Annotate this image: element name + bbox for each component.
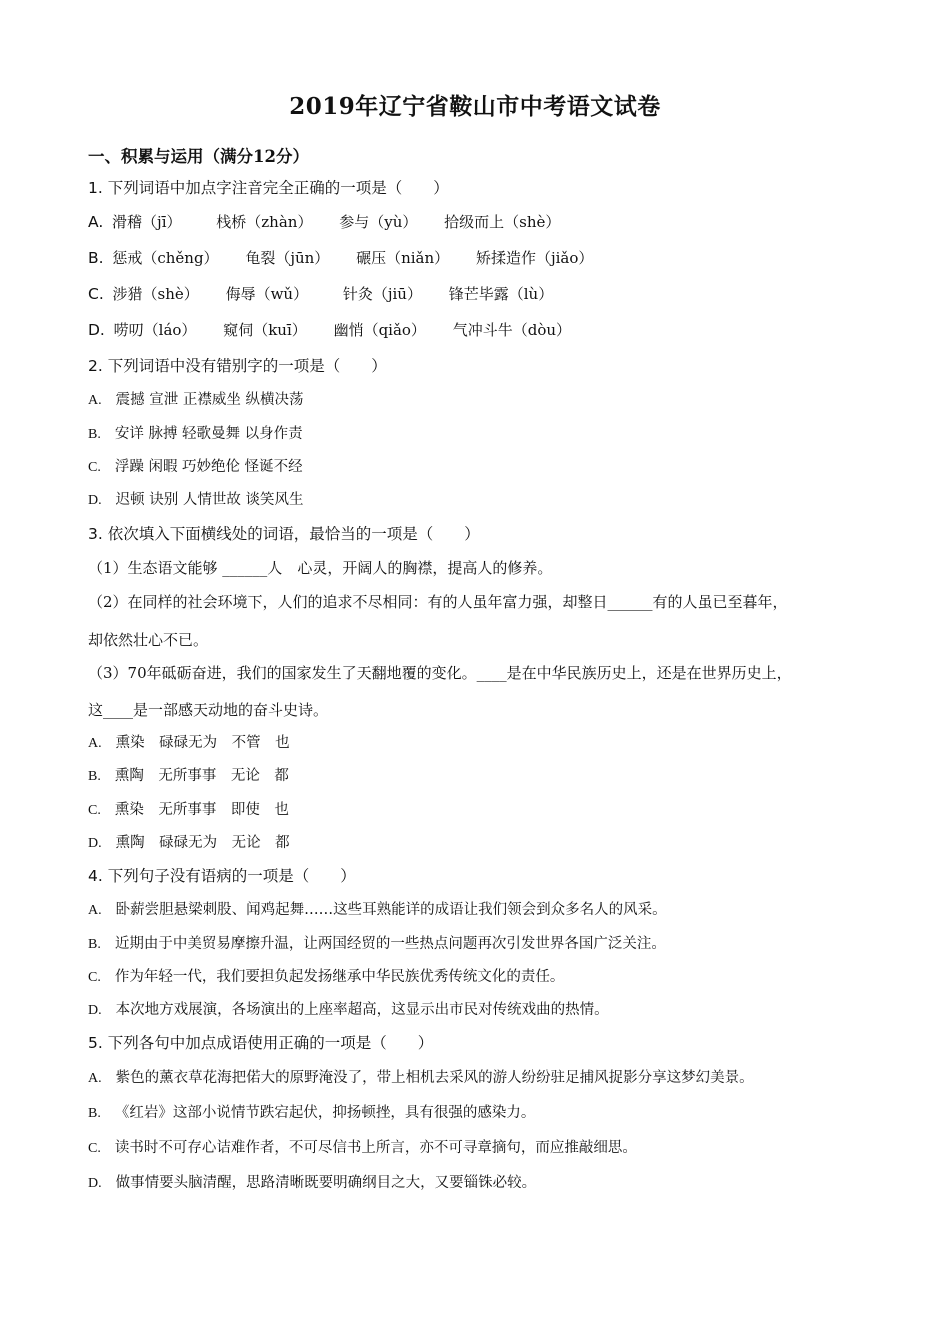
- option-letter: B.: [88, 427, 101, 442]
- option-letter: A.: [88, 903, 102, 918]
- option-text: 熏染 无所事事 即使 也: [114, 802, 289, 818]
- option-text: 熏陶 无所事事 无论 都: [114, 768, 289, 784]
- option-2d: [88, 490, 303, 511]
- page-title: 2019年辽宁省鞍山市中考语文试卷: [289, 93, 661, 120]
- sentence-2-line-1: （2）在同样的社会环境下，人们的追求不尽相同：有的人虽年富力强，却整日______有的人虽已至暮年，: [88, 593, 788, 611]
- option-letter: C.: [88, 970, 101, 985]
- option-3d: [88, 833, 290, 854]
- option-item: 唠叨（láo）: [113, 321, 197, 339]
- option-2a: [88, 390, 303, 411]
- question-number: 5.: [88, 1034, 103, 1052]
- option-5c: [88, 1138, 637, 1159]
- option-text: 作为年轻一代，我们要担负起发扬继承中华民族优秀传统文化的责任。: [114, 969, 565, 985]
- option-item: 锋芒毕露（lù）: [448, 285, 554, 303]
- option-3b: [88, 766, 289, 787]
- option-3a: [88, 733, 290, 754]
- question-2: [88, 356, 387, 376]
- sentence-3-line-2: 这____是一部感天动地的奋斗史诗。: [88, 701, 329, 719]
- option-5b: [88, 1103, 535, 1124]
- option-text: 读书时不可存心诘难作者，不可尽信书上所言，亦不可寻章摘句，而应推敲细思。: [114, 1140, 637, 1156]
- option-4a: [88, 900, 667, 921]
- question-number: 3.: [88, 525, 103, 543]
- option-1b: [88, 248, 593, 268]
- option-letter: D.: [88, 1003, 102, 1018]
- option-item: 惩戒（chěng）: [112, 249, 219, 267]
- option-letter: A.: [88, 393, 102, 408]
- option-item: 侮辱（wǔ）: [225, 285, 309, 303]
- option-1d: [88, 320, 571, 340]
- question-number: 2.: [88, 357, 103, 375]
- option-letter: B.: [88, 937, 101, 952]
- option-5a: [88, 1068, 754, 1089]
- option-item: 窥伺（kuī）: [223, 321, 307, 339]
- option-letter: C.: [88, 1141, 101, 1156]
- question-stem: 下列词语中没有错别字的一项是（ ）: [107, 357, 387, 375]
- option-item: 参与（yù）: [339, 213, 418, 231]
- option-letter: D.: [88, 1176, 102, 1191]
- option-text: 做事情要头脑清醒，思路清晰既要明确纲目之大，又要锱铢必较。: [115, 1175, 537, 1191]
- option-letter: D.: [88, 321, 105, 339]
- option-letter: A.: [88, 736, 102, 751]
- option-text: 震撼 宣泄 正襟威坐 纵横决荡: [115, 392, 304, 408]
- question-5: [88, 1033, 433, 1053]
- question-1: [88, 178, 449, 198]
- question-number: 4.: [88, 867, 103, 885]
- option-letter: A.: [88, 213, 104, 231]
- option-letter: D.: [88, 493, 102, 508]
- option-2c: [88, 457, 303, 478]
- option-letter: D.: [88, 836, 102, 851]
- option-text: 本次地方戏展演，各场演出的上座率超高，这显示出市民对传统戏曲的热情。: [115, 1002, 609, 1018]
- option-4d: [88, 1000, 609, 1021]
- option-text: 紫色的薰衣草花海把偌大的原野淹没了，带上相机去采风的游人纷纷驻足捕风捉影分享这梦幻美景。: [115, 1070, 754, 1086]
- option-letter: A.: [88, 1071, 102, 1086]
- sentence-3-line-1: （3）70年砥砺奋进，我们的国家发生了天翻地覆的变化。____是在中华民族历史上，还是在世界历史上，: [88, 664, 792, 682]
- option-item: 龟裂（jūn）: [245, 249, 330, 267]
- option-letter: B.: [88, 769, 101, 784]
- option-item: 矫揉造作（jiǎo）: [475, 249, 594, 267]
- option-text: 近期由于中美贸易摩擦升温，让两国经贸的一些热点问题再次引发世界各国广泛关注。: [114, 936, 666, 952]
- question-stem: 下列各句中加点成语使用正确的一项是（ ）: [107, 1034, 434, 1052]
- option-letter: C.: [88, 803, 101, 818]
- option-text: 卧薪尝胆悬梁刺股、闻鸡起舞……这些耳熟能详的成语让我们领会到众多名人的风采。: [115, 902, 667, 918]
- sentence-1: （1）生态语文能够 ______人 心灵，开阔人的胸襟，提高人的修养。: [88, 559, 553, 577]
- question-4: [88, 866, 356, 886]
- option-item: 涉猎（shè）: [112, 285, 199, 303]
- option-item: 滑稽（jī）: [112, 213, 182, 231]
- option-letter: B.: [88, 249, 104, 267]
- option-letter: B.: [88, 1106, 101, 1121]
- option-3c: [88, 800, 289, 821]
- option-item: 碾压（niǎn）: [356, 249, 450, 267]
- question-stem: 依次填入下面横线处的词语，最恰当的一项是（ ）: [107, 525, 480, 543]
- option-letter: C.: [88, 285, 104, 303]
- question-3: [88, 524, 480, 544]
- option-4b: [88, 934, 666, 955]
- option-1a: [88, 212, 560, 232]
- question-stem: 下列句子没有语病的一项是（ ）: [107, 867, 356, 885]
- option-4c: [88, 967, 564, 988]
- option-5d: [88, 1173, 536, 1194]
- question-stem: 下列词语中加点字注音完全正确的一项是（ ）: [107, 179, 449, 197]
- option-item: 针灸（jiū）: [342, 285, 422, 303]
- option-item: 拾级而上（shè）: [444, 213, 561, 231]
- option-text: 《红岩》这部小说情节跌宕起伏，抑扬顿挫，具有很强的感染力。: [114, 1105, 536, 1121]
- option-text: 安详 脉搏 轻歌曼舞 以身作责: [114, 426, 303, 442]
- option-text: 浮躁 闲暇 巧妙绝伦 怪诞不经: [114, 459, 303, 475]
- option-item: 气冲斗牛（dòu）: [452, 321, 572, 339]
- option-text: 熏染 碌碌无为 不管 也: [115, 735, 290, 751]
- option-letter: C.: [88, 460, 101, 475]
- option-text: 迟顿 诀别 人情世故 谈笑风生: [115, 492, 304, 508]
- option-2b: [88, 424, 303, 445]
- option-1c: [88, 284, 553, 304]
- option-text: 熏陶 碌碌无为 无论 都: [115, 835, 290, 851]
- sentence-2-line-2: 却依然壮心不已。: [88, 631, 209, 649]
- question-number: 1.: [88, 179, 103, 197]
- option-item: 栈桥（zhàn）: [216, 213, 313, 231]
- section-heading: 一、积累与运用（满分12分）: [88, 147, 309, 166]
- option-item: 幽悄（qiǎo）: [333, 321, 426, 339]
